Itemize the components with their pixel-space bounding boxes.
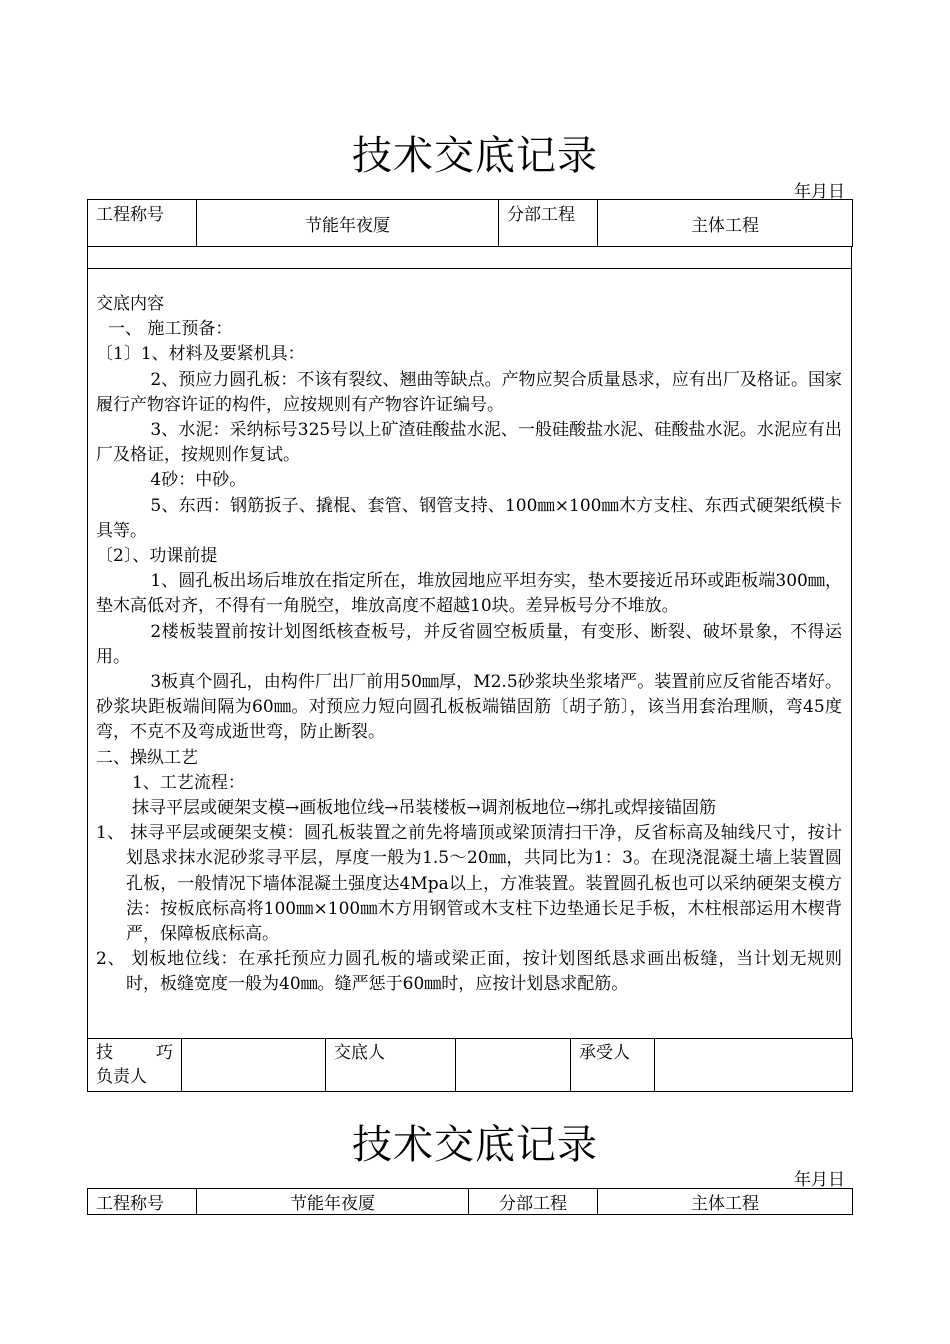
- record-title: 技术交底记录: [352, 1122, 598, 1168]
- blank-row: [87, 246, 852, 269]
- subsection-heading: 〔1〕1、材料及要紧机具：: [96, 344, 305, 365]
- tech-lead-label: 技 巧 负责人: [88, 1039, 182, 1092]
- record-header-table: [87, 1188, 853, 1215]
- receiver-label: 承受人: [571, 1039, 655, 1092]
- project-name-value: 节能年夜厦: [197, 200, 499, 247]
- sub-project-value: 主体工程: [598, 200, 853, 247]
- paragraph: 1、圆孔板出场后堆放在指定所在，堆放园地应平坦夯实，垫木要接近吊环或距板端300㎜，垫木高低对齐，不得有一角脱空，堆放高度不超越10块。差异板号分不堆放。: [96, 571, 842, 617]
- project-name-label: 工程称号: [88, 1189, 197, 1215]
- record-header-table: [87, 199, 853, 247]
- subsection-heading: 1、工艺流程：: [132, 772, 245, 793]
- content-body: [96, 292, 842, 998]
- receiver-field[interactable]: [655, 1039, 853, 1092]
- handover-person-field[interactable]: [456, 1039, 571, 1092]
- paragraph: 5、东西：钢筋扳子、撬棍、套管、钢管支持、100㎜×100㎜木方支柱、东西式硬架纸模卡具等。: [96, 495, 842, 541]
- signoff-table: [87, 1038, 853, 1092]
- paragraph: 3板真个圆孔，由构件厂出厂前用50㎜厚，M2.5砂浆块坐浆堵严。装置前应反省能否堵好。砂浆块距板端间隔为60㎜。对预应力短向圆孔板板端锚固筋〔胡子筋〕，该当用套治理顺，弯45度弯，不克不及弯成逝世弯，防止断裂。: [96, 672, 842, 743]
- process-flow: 抹寻平层或硬架支模→画板地位线→吊装楼板→调剂板地位→绑扎或焊接锚固筋: [132, 798, 716, 819]
- tech-lead-field[interactable]: [182, 1039, 326, 1092]
- paragraph: 3、水泥：采纳标号325号以上矿渣硅酸盐水泥、一般硅酸盐水泥、硅酸盐水泥。水泥应有出厂及格证，按规则作复试。: [96, 420, 842, 466]
- numbered-paragraph: 2、 划板地位线：在承托预应力圆孔板的墙或梁正面，按计划图纸恳求画出板缝，当计划无规则时，板缝宽度一般为40㎜。缝严惩于60㎜时，应按计划恳求配筋。: [96, 949, 842, 995]
- sub-project-value: 主体工程: [598, 1189, 853, 1215]
- section-heading: 二、操纵工艺: [96, 747, 198, 768]
- record-date: 年月日: [794, 1170, 845, 1190]
- subsection-heading: 〔2〕、功课前提: [96, 546, 218, 567]
- content-heading: 交底内容: [96, 294, 164, 314]
- paragraph: 4砂：中砂。: [150, 470, 247, 491]
- sub-project-label: 分部工程: [499, 200, 598, 247]
- handover-person-label: 交底人: [326, 1039, 456, 1092]
- record-title: 技术交底记录: [352, 133, 598, 179]
- numbered-paragraph: 1、 抹寻平层或硬架支模：圆孔板装置之前先将墙顶或梁顶清扫干净，反省标高及轴线尺寸，按计划恳求抹水泥砂浆寻平层，厚度一般为1.5～20㎜，共同比为1：3。在现浇混凝土墙上装置圆孔板，一般情况下墙体混凝土强度达4Mpa以上，方准装置。装置圆孔板也可以采纳硬架支模方法：按板底标高将100㎜×100㎜木方用钢管或木支柱下边垫通长足手板，木柱根部运用木楔背严，保障板底标高。: [96, 823, 842, 945]
- project-name-label: 工程称号: [88, 200, 197, 247]
- sub-project-label: 分部工程: [469, 1189, 598, 1215]
- project-name-value: 节能年夜厦: [197, 1189, 469, 1215]
- paragraph: 2楼板装置前按计划图纸核查板号，并反省圆空板质量，有变形、断裂、破坏景象，不得运用。: [96, 621, 842, 667]
- section-heading: 一、 施工预备：: [108, 319, 233, 340]
- paragraph: 2、预应力圆孔板：不该有裂纹、翘曲等缺点。产物应契合质量恳求，应有出厂及格证。国家履行产物容许证的构件，应按规则有产物容许证编号。: [96, 369, 842, 415]
- record-date: 年月日: [794, 182, 845, 202]
